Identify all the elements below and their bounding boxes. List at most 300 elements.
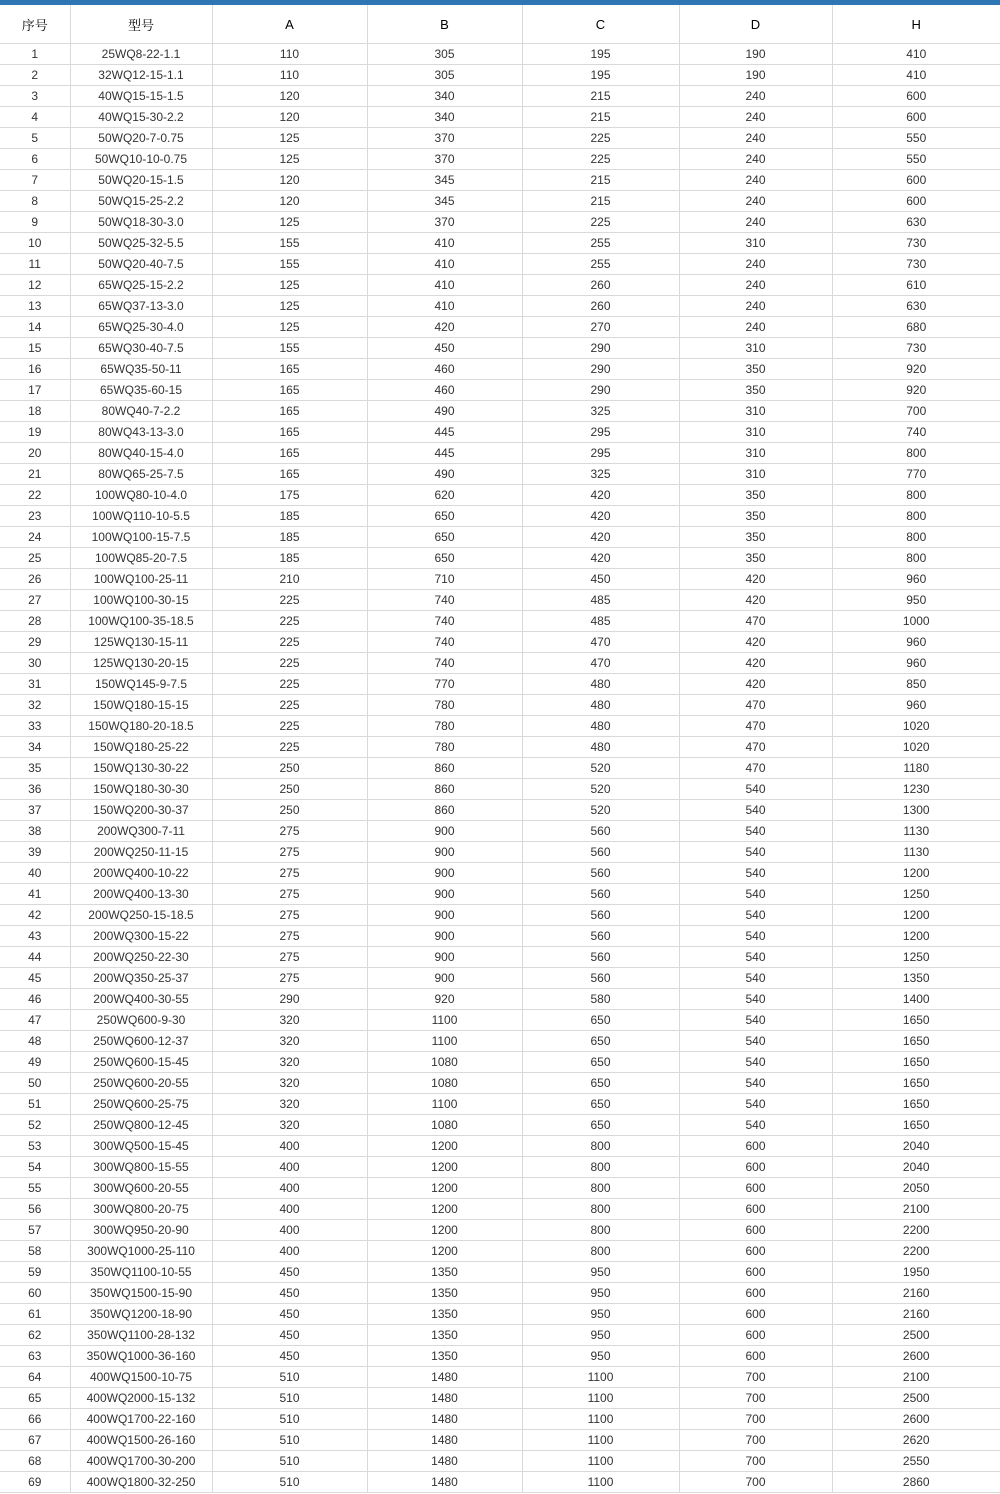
table-cell-d: 540 <box>679 1031 832 1052</box>
table-cell-d: 700 <box>679 1367 832 1388</box>
table-cell-h: 730 <box>832 254 1000 275</box>
table-row <box>0 296 1000 317</box>
table-cell-b: 1080 <box>367 1115 522 1136</box>
table-cell-model: 200WQ400-30-55 <box>70 989 212 1010</box>
table-row <box>0 1409 1000 1430</box>
table-cell-a: 510 <box>212 1472 367 1493</box>
table-cell-h: 1250 <box>832 947 1000 968</box>
table-cell-b: 340 <box>367 86 522 107</box>
table-cell-a: 275 <box>212 863 367 884</box>
table-cell-a: 155 <box>212 338 367 359</box>
table-cell-b: 860 <box>367 800 522 821</box>
table-cell-c: 950 <box>522 1346 679 1367</box>
table-cell-b: 490 <box>367 464 522 485</box>
table-cell-index: 67 <box>0 1430 70 1451</box>
table-cell-index: 6 <box>0 149 70 170</box>
table-cell-a: 510 <box>212 1367 367 1388</box>
table-cell-c: 800 <box>522 1136 679 1157</box>
table-cell-index: 57 <box>0 1220 70 1241</box>
table-cell-c: 215 <box>522 170 679 191</box>
table-cell-index: 68 <box>0 1451 70 1472</box>
table-row <box>0 590 1000 611</box>
table-cell-c: 260 <box>522 296 679 317</box>
table-cell-h: 2050 <box>832 1178 1000 1199</box>
table-cell-index: 11 <box>0 254 70 275</box>
table-cell-h: 2040 <box>832 1136 1000 1157</box>
table-cell-d: 240 <box>679 86 832 107</box>
table-cell-b: 1080 <box>367 1052 522 1073</box>
table-cell-a: 320 <box>212 1031 367 1052</box>
table-cell-a: 110 <box>212 44 367 65</box>
table-cell-model: 50WQ10-10-0.75 <box>70 149 212 170</box>
table-cell-c: 325 <box>522 464 679 485</box>
table-cell-a: 165 <box>212 380 367 401</box>
table-cell-c: 255 <box>522 233 679 254</box>
table-cell-a: 225 <box>212 590 367 611</box>
table-cell-index: 23 <box>0 506 70 527</box>
table-cell-index: 32 <box>0 695 70 716</box>
table-cell-h: 730 <box>832 338 1000 359</box>
table-cell-b: 740 <box>367 653 522 674</box>
table-cell-d: 350 <box>679 485 832 506</box>
table-row <box>0 569 1000 590</box>
table-cell-model: 50WQ15-25-2.2 <box>70 191 212 212</box>
table-cell-index: 49 <box>0 1052 70 1073</box>
table-cell-b: 410 <box>367 233 522 254</box>
table-cell-model: 32WQ12-15-1.1 <box>70 65 212 86</box>
table-cell-b: 900 <box>367 863 522 884</box>
table-cell-b: 900 <box>367 842 522 863</box>
table-cell-c: 650 <box>522 1073 679 1094</box>
table-cell-model: 50WQ20-15-1.5 <box>70 170 212 191</box>
table-cell-c: 485 <box>522 590 679 611</box>
table-cell-a: 275 <box>212 884 367 905</box>
table-row <box>0 1325 1000 1346</box>
table-cell-h: 2500 <box>832 1325 1000 1346</box>
table-cell-d: 600 <box>679 1283 832 1304</box>
table-row <box>0 947 1000 968</box>
table-cell-a: 125 <box>212 275 367 296</box>
table-cell-b: 900 <box>367 905 522 926</box>
table-cell-index: 55 <box>0 1178 70 1199</box>
table-cell-model: 200WQ300-7-11 <box>70 821 212 842</box>
table-cell-model: 50WQ20-7-0.75 <box>70 128 212 149</box>
table-row <box>0 338 1000 359</box>
table-cell-d: 190 <box>679 65 832 86</box>
table-cell-h: 600 <box>832 191 1000 212</box>
table-cell-d: 240 <box>679 149 832 170</box>
table-row <box>0 989 1000 1010</box>
table-row <box>0 1094 1000 1115</box>
table-cell-index: 42 <box>0 905 70 926</box>
table-cell-index: 2 <box>0 65 70 86</box>
table-cell-c: 580 <box>522 989 679 1010</box>
table-cell-d: 540 <box>679 863 832 884</box>
table-cell-d: 310 <box>679 233 832 254</box>
table-cell-b: 900 <box>367 926 522 947</box>
table-row <box>0 548 1000 569</box>
table-cell-model: 80WQ65-25-7.5 <box>70 464 212 485</box>
table-cell-b: 650 <box>367 527 522 548</box>
table-cell-c: 420 <box>522 548 679 569</box>
table-cell-b: 900 <box>367 968 522 989</box>
table-cell-b: 1100 <box>367 1031 522 1052</box>
table-cell-c: 225 <box>522 212 679 233</box>
table-cell-c: 950 <box>522 1304 679 1325</box>
table-cell-c: 800 <box>522 1241 679 1262</box>
table-cell-index: 62 <box>0 1325 70 1346</box>
table-cell-d: 600 <box>679 1136 832 1157</box>
table-cell-model: 80WQ40-15-4.0 <box>70 443 212 464</box>
table-cell-index: 4 <box>0 107 70 128</box>
table-row <box>0 275 1000 296</box>
table-cell-model: 400WQ1500-26-160 <box>70 1430 212 1451</box>
table-row <box>0 968 1000 989</box>
table-cell-b: 410 <box>367 275 522 296</box>
table-cell-model: 65WQ25-30-4.0 <box>70 317 212 338</box>
table-cell-h: 610 <box>832 275 1000 296</box>
table-cell-h: 2550 <box>832 1451 1000 1472</box>
table-cell-model: 250WQ600-9-30 <box>70 1010 212 1031</box>
table-cell-index: 65 <box>0 1388 70 1409</box>
table-cell-model: 100WQ100-25-11 <box>70 569 212 590</box>
table-cell-h: 600 <box>832 170 1000 191</box>
table-cell-c: 290 <box>522 380 679 401</box>
table-row <box>0 44 1000 65</box>
pump-dimensions-table <box>0 5 1000 1493</box>
table-cell-a: 275 <box>212 842 367 863</box>
table-row <box>0 212 1000 233</box>
table-row <box>0 1388 1000 1409</box>
table-cell-a: 125 <box>212 128 367 149</box>
table-cell-d: 470 <box>679 611 832 632</box>
table-cell-index: 36 <box>0 779 70 800</box>
table-cell-d: 240 <box>679 128 832 149</box>
table-cell-c: 520 <box>522 758 679 779</box>
table-cell-model: 50WQ20-40-7.5 <box>70 254 212 275</box>
table-row <box>0 758 1000 779</box>
table-cell-h: 1400 <box>832 989 1000 1010</box>
table-cell-model: 200WQ400-13-30 <box>70 884 212 905</box>
table-row <box>0 1115 1000 1136</box>
table-cell-c: 290 <box>522 338 679 359</box>
table-cell-c: 560 <box>522 926 679 947</box>
table-cell-c: 295 <box>522 422 679 443</box>
table-cell-a: 210 <box>212 569 367 590</box>
table-cell-d: 540 <box>679 1010 832 1031</box>
table-cell-a: 450 <box>212 1304 367 1325</box>
table-cell-a: 225 <box>212 674 367 695</box>
table-cell-d: 540 <box>679 842 832 863</box>
table-row <box>0 464 1000 485</box>
table-cell-index: 28 <box>0 611 70 632</box>
table-cell-a: 120 <box>212 107 367 128</box>
table-cell-model: 100WQ85-20-7.5 <box>70 548 212 569</box>
table-row <box>0 1283 1000 1304</box>
table-cell-d: 540 <box>679 926 832 947</box>
table-cell-h: 1020 <box>832 716 1000 737</box>
table-cell-index: 50 <box>0 1073 70 1094</box>
table-cell-index: 54 <box>0 1157 70 1178</box>
table-row <box>0 1346 1000 1367</box>
table-cell-index: 60 <box>0 1283 70 1304</box>
table-cell-index: 25 <box>0 548 70 569</box>
table-cell-d: 350 <box>679 359 832 380</box>
table-cell-d: 420 <box>679 590 832 611</box>
table-cell-d: 310 <box>679 422 832 443</box>
table-row <box>0 443 1000 464</box>
table-cell-c: 290 <box>522 359 679 380</box>
table-cell-b: 1350 <box>367 1325 522 1346</box>
table-cell-b: 1200 <box>367 1220 522 1241</box>
table-cell-h: 730 <box>832 233 1000 254</box>
table-cell-c: 1100 <box>522 1430 679 1451</box>
table-cell-h: 950 <box>832 590 1000 611</box>
table-cell-h: 800 <box>832 527 1000 548</box>
table-cell-c: 520 <box>522 800 679 821</box>
table-cell-model: 250WQ600-15-45 <box>70 1052 212 1073</box>
table-cell-b: 410 <box>367 254 522 275</box>
table-cell-model: 100WQ80-10-4.0 <box>70 485 212 506</box>
table-cell-d: 540 <box>679 989 832 1010</box>
table-cell-c: 560 <box>522 842 679 863</box>
table-cell-a: 125 <box>212 212 367 233</box>
table-cell-index: 21 <box>0 464 70 485</box>
table-row <box>0 128 1000 149</box>
table-cell-d: 240 <box>679 275 832 296</box>
table-cell-b: 860 <box>367 758 522 779</box>
table-cell-d: 470 <box>679 716 832 737</box>
table-cell-h: 960 <box>832 653 1000 674</box>
table-cell-b: 780 <box>367 716 522 737</box>
table-cell-b: 305 <box>367 65 522 86</box>
table-cell-d: 600 <box>679 1325 832 1346</box>
table-cell-h: 1180 <box>832 758 1000 779</box>
table-row <box>0 1010 1000 1031</box>
table-cell-d: 540 <box>679 1094 832 1115</box>
table-cell-model: 150WQ200-30-37 <box>70 800 212 821</box>
table-row <box>0 1136 1000 1157</box>
table-cell-d: 540 <box>679 1115 832 1136</box>
table-cell-a: 120 <box>212 170 367 191</box>
table-cell-a: 290 <box>212 989 367 1010</box>
table-cell-d: 240 <box>679 317 832 338</box>
table-row <box>0 1241 1000 1262</box>
table-cell-a: 450 <box>212 1325 367 1346</box>
table-cell-a: 400 <box>212 1220 367 1241</box>
table-cell-d: 540 <box>679 905 832 926</box>
table-cell-model: 200WQ400-10-22 <box>70 863 212 884</box>
table-cell-a: 250 <box>212 779 367 800</box>
table-row <box>0 149 1000 170</box>
table-cell-b: 740 <box>367 632 522 653</box>
table-cell-index: 47 <box>0 1010 70 1031</box>
table-cell-c: 650 <box>522 1115 679 1136</box>
table-cell-index: 58 <box>0 1241 70 1262</box>
table-cell-model: 200WQ250-15-18.5 <box>70 905 212 926</box>
table-row <box>0 800 1000 821</box>
table-cell-h: 800 <box>832 506 1000 527</box>
table-cell-h: 2620 <box>832 1430 1000 1451</box>
table-cell-a: 225 <box>212 695 367 716</box>
table-cell-index: 34 <box>0 737 70 758</box>
table-cell-a: 510 <box>212 1388 367 1409</box>
table-row <box>0 254 1000 275</box>
table-cell-model: 150WQ130-30-22 <box>70 758 212 779</box>
table-cell-model: 65WQ35-60-15 <box>70 380 212 401</box>
table-cell-h: 680 <box>832 317 1000 338</box>
table-cell-c: 950 <box>522 1325 679 1346</box>
table-cell-h: 1230 <box>832 779 1000 800</box>
table-cell-d: 240 <box>679 191 832 212</box>
table-cell-h: 550 <box>832 128 1000 149</box>
table-cell-b: 1200 <box>367 1178 522 1199</box>
table-cell-a: 450 <box>212 1346 367 1367</box>
table-cell-c: 650 <box>522 1031 679 1052</box>
table-cell-d: 600 <box>679 1220 832 1241</box>
table-cell-model: 65WQ25-15-2.2 <box>70 275 212 296</box>
table-cell-d: 470 <box>679 737 832 758</box>
table-cell-a: 450 <box>212 1283 367 1304</box>
table-cell-model: 200WQ250-11-15 <box>70 842 212 863</box>
table-cell-a: 320 <box>212 1073 367 1094</box>
table-cell-a: 185 <box>212 548 367 569</box>
table-cell-b: 1480 <box>367 1451 522 1472</box>
table-cell-a: 225 <box>212 632 367 653</box>
table-cell-c: 800 <box>522 1157 679 1178</box>
table-cell-b: 1350 <box>367 1283 522 1304</box>
table-cell-model: 300WQ600-20-55 <box>70 1178 212 1199</box>
table-cell-a: 155 <box>212 254 367 275</box>
table-cell-d: 310 <box>679 338 832 359</box>
table-cell-d: 540 <box>679 1052 832 1073</box>
column-header-b: B <box>367 5 522 44</box>
table-cell-d: 420 <box>679 674 832 695</box>
column-header-a: A <box>212 5 367 44</box>
table-cell-c: 470 <box>522 632 679 653</box>
table-cell-b: 1480 <box>367 1430 522 1451</box>
table-cell-a: 400 <box>212 1199 367 1220</box>
table-row <box>0 506 1000 527</box>
table-cell-a: 110 <box>212 65 367 86</box>
table-cell-index: 7 <box>0 170 70 191</box>
table-cell-a: 225 <box>212 737 367 758</box>
table-cell-h: 2040 <box>832 1157 1000 1178</box>
table-cell-index: 16 <box>0 359 70 380</box>
table-cell-model: 100WQ100-15-7.5 <box>70 527 212 548</box>
table-row <box>0 1430 1000 1451</box>
table-cell-a: 400 <box>212 1241 367 1262</box>
table-cell-h: 1250 <box>832 884 1000 905</box>
table-cell-b: 445 <box>367 443 522 464</box>
table-cell-model: 350WQ1500-15-90 <box>70 1283 212 1304</box>
table-cell-b: 650 <box>367 506 522 527</box>
table-cell-b: 370 <box>367 212 522 233</box>
table-cell-c: 450 <box>522 569 679 590</box>
table-cell-h: 2160 <box>832 1283 1000 1304</box>
table-cell-h: 2600 <box>832 1409 1000 1430</box>
table-cell-d: 240 <box>679 254 832 275</box>
table-cell-d: 600 <box>679 1157 832 1178</box>
table-cell-d: 190 <box>679 44 832 65</box>
table-cell-c: 1100 <box>522 1409 679 1430</box>
table-cell-d: 240 <box>679 212 832 233</box>
table-cell-model: 250WQ600-20-55 <box>70 1073 212 1094</box>
table-row <box>0 422 1000 443</box>
table-cell-b: 1200 <box>367 1136 522 1157</box>
table-cell-index: 44 <box>0 947 70 968</box>
table-cell-index: 24 <box>0 527 70 548</box>
table-row <box>0 1052 1000 1073</box>
table-cell-c: 560 <box>522 884 679 905</box>
table-cell-a: 225 <box>212 716 367 737</box>
table-cell-b: 900 <box>367 821 522 842</box>
table-cell-c: 215 <box>522 107 679 128</box>
table-cell-h: 1950 <box>832 1262 1000 1283</box>
table-cell-model: 65WQ30-40-7.5 <box>70 338 212 359</box>
table-cell-h: 630 <box>832 296 1000 317</box>
table-cell-d: 470 <box>679 695 832 716</box>
table-row <box>0 821 1000 842</box>
table-cell-d: 540 <box>679 1073 832 1094</box>
table-cell-h: 800 <box>832 485 1000 506</box>
table-cell-h: 2100 <box>832 1199 1000 1220</box>
table-cell-d: 600 <box>679 1241 832 1262</box>
table-cell-index: 45 <box>0 968 70 989</box>
table-cell-a: 155 <box>212 233 367 254</box>
table-cell-h: 600 <box>832 86 1000 107</box>
table-cell-a: 510 <box>212 1451 367 1472</box>
table-cell-c: 195 <box>522 65 679 86</box>
table-cell-model: 400WQ1800-32-250 <box>70 1472 212 1493</box>
table-cell-d: 600 <box>679 1178 832 1199</box>
table-cell-h: 1130 <box>832 842 1000 863</box>
table-cell-model: 400WQ1500-10-75 <box>70 1367 212 1388</box>
table-cell-index: 30 <box>0 653 70 674</box>
table-cell-h: 740 <box>832 422 1000 443</box>
table-cell-model: 100WQ100-30-15 <box>70 590 212 611</box>
table-cell-c: 480 <box>522 737 679 758</box>
column-header-c: C <box>522 5 679 44</box>
table-cell-h: 960 <box>832 632 1000 653</box>
table-cell-h: 700 <box>832 401 1000 422</box>
table-cell-c: 950 <box>522 1283 679 1304</box>
table-row <box>0 1220 1000 1241</box>
table-row <box>0 695 1000 716</box>
table-cell-d: 310 <box>679 443 832 464</box>
table-cell-h: 800 <box>832 443 1000 464</box>
table-cell-model: 125WQ130-15-11 <box>70 632 212 653</box>
table-cell-c: 650 <box>522 1010 679 1031</box>
table-cell-a: 275 <box>212 821 367 842</box>
table-cell-model: 350WQ1100-28-132 <box>70 1325 212 1346</box>
table-cell-model: 300WQ500-15-45 <box>70 1136 212 1157</box>
table-cell-b: 460 <box>367 380 522 401</box>
table-cell-c: 560 <box>522 947 679 968</box>
table-cell-c: 650 <box>522 1094 679 1115</box>
table-row <box>0 485 1000 506</box>
table-row <box>0 1199 1000 1220</box>
table-cell-h: 2200 <box>832 1241 1000 1262</box>
table-cell-model: 150WQ180-30-30 <box>70 779 212 800</box>
table-cell-h: 960 <box>832 695 1000 716</box>
table-cell-d: 700 <box>679 1472 832 1493</box>
table-cell-d: 600 <box>679 1262 832 1283</box>
table-cell-model: 25WQ8-22-1.1 <box>70 44 212 65</box>
table-cell-h: 1650 <box>832 1073 1000 1094</box>
table-cell-a: 165 <box>212 464 367 485</box>
table-cell-model: 200WQ300-15-22 <box>70 926 212 947</box>
